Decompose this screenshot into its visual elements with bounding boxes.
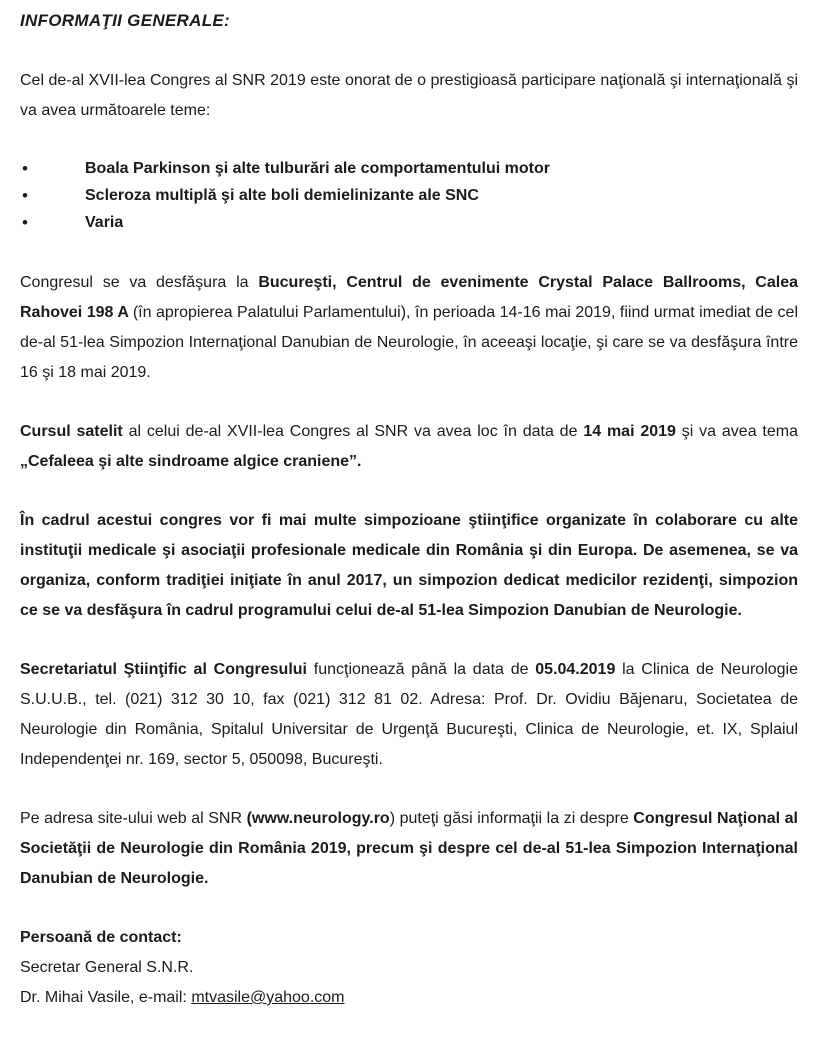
venue-paragraph: [20, 268, 798, 388]
theme-label: Scleroza multiplă şi alte boli demielinizante ale SNC: [85, 187, 479, 204]
theme-item-scleroza: [20, 182, 798, 209]
text-run: Cursul satelit: [20, 423, 123, 440]
theme-item-varia: [20, 209, 798, 236]
text-run: 14 mai 2019: [583, 423, 676, 440]
bullet-icon: •: [22, 186, 28, 205]
text-run: „Cefaleea şi alte sindroame algice craniene”.: [20, 453, 362, 470]
text-run: Pe adresa site-ului web al SNR: [20, 810, 247, 827]
text-run: Congresul se va desfăşura la: [20, 274, 259, 291]
theme-item-parkinson: [20, 155, 798, 182]
text-run: (www.neurology.ro: [246, 810, 390, 827]
text-run: (în apropierea Palatului Parlamentului), în perioada 14-16 mai 2019, fiind urmat imediat de cel de-al 51-lea Simpozion Internaţional Danubian de Neurologie, în aceeaşi locaţie, şi care se va desfăşura între 16 şi 18 mai 2019.: [20, 304, 799, 381]
intro-paragraph: [20, 66, 798, 126]
text-run: Cel de-al XVII-lea Congres al SNR 2019 este onorat de o prestigioasă participare naţională şi internaţională şi va avea următoarele teme:: [20, 72, 798, 119]
text-run: la Clinica de Neurologie S.U.U.B., tel. (021) 312 30 10, fax (021) 312 81 02. Adresa: Prof. Dr. Ovidiu Băjenaru, Societatea de Neurologie din România, Spitalul Universitar de Urgenţă Bucureşti, Clinica de Neurologie, et. IX, Splaiul Independenţei nr. 169, sector 5, 050098, Bucureşti.: [20, 661, 799, 768]
text-run: Secretariatul Ştiinţific al Congresului: [20, 661, 307, 678]
contact-email-line: [20, 983, 798, 1013]
theme-label: Boala Parkinson şi alte tulburări ale comportamentului motor: [85, 160, 550, 177]
text-run: al celui de-al XVII-lea Congres al SNR va avea loc în data de: [122, 423, 584, 440]
website-paragraph: [20, 804, 798, 894]
contact-role-line: Secretar General S.N.R.: [20, 959, 194, 976]
text-run: 05.04.2019: [535, 661, 616, 678]
symposia-paragraph: [20, 506, 798, 626]
bullet-icon: •: [22, 213, 28, 232]
contact-heading: Persoană de contact:: [20, 929, 182, 946]
themes-list: [20, 155, 798, 236]
bullet-icon: •: [22, 159, 28, 178]
satellite-course-paragraph: [20, 417, 798, 477]
text-run: şi va avea tema: [675, 423, 799, 440]
text-run: Dr. Mihai Vasile, e-mail:: [20, 989, 192, 1006]
email-link[interactable]: mtvasile@yahoo.com: [191, 989, 345, 1006]
text-run: În cadrul acestui congres vor fi mai multe simpozioane ştiinţifice organizate în colaborare cu alte instituţii medicale şi asociaţii profesionale medicale din România şi din Europa. De asemenea, se va organiza, conform tradiţiei iniţiate în anul 2017, un simpozion dedicat medicilor rezidenţi, simpozion ce se va desfăşura în cadrul programului celui de-al 51-lea Simpozion Danubian de Neurologie.: [20, 512, 798, 619]
contact-block: [20, 923, 798, 1013]
secretariat-paragraph: [20, 655, 798, 775]
text-run: ) puteţi găsi informaţii la zi despre: [389, 810, 634, 827]
theme-label: Varia: [85, 214, 124, 231]
text-run: Congresul Naţional al Societăţii de Neurologie din România 2019, precum şi despre cel de-al 51-lea Simpozion Internaţional Danubian de Neurologie.: [20, 810, 798, 887]
text-run: funcţionează până la data de: [307, 661, 536, 678]
page-title: INFORMAŢII GENERALE:: [20, 11, 230, 30]
text-run: Bucureşti, Centrul de evenimente Crystal Palace Ballrooms, Calea Rahovei 198 A: [20, 274, 799, 321]
